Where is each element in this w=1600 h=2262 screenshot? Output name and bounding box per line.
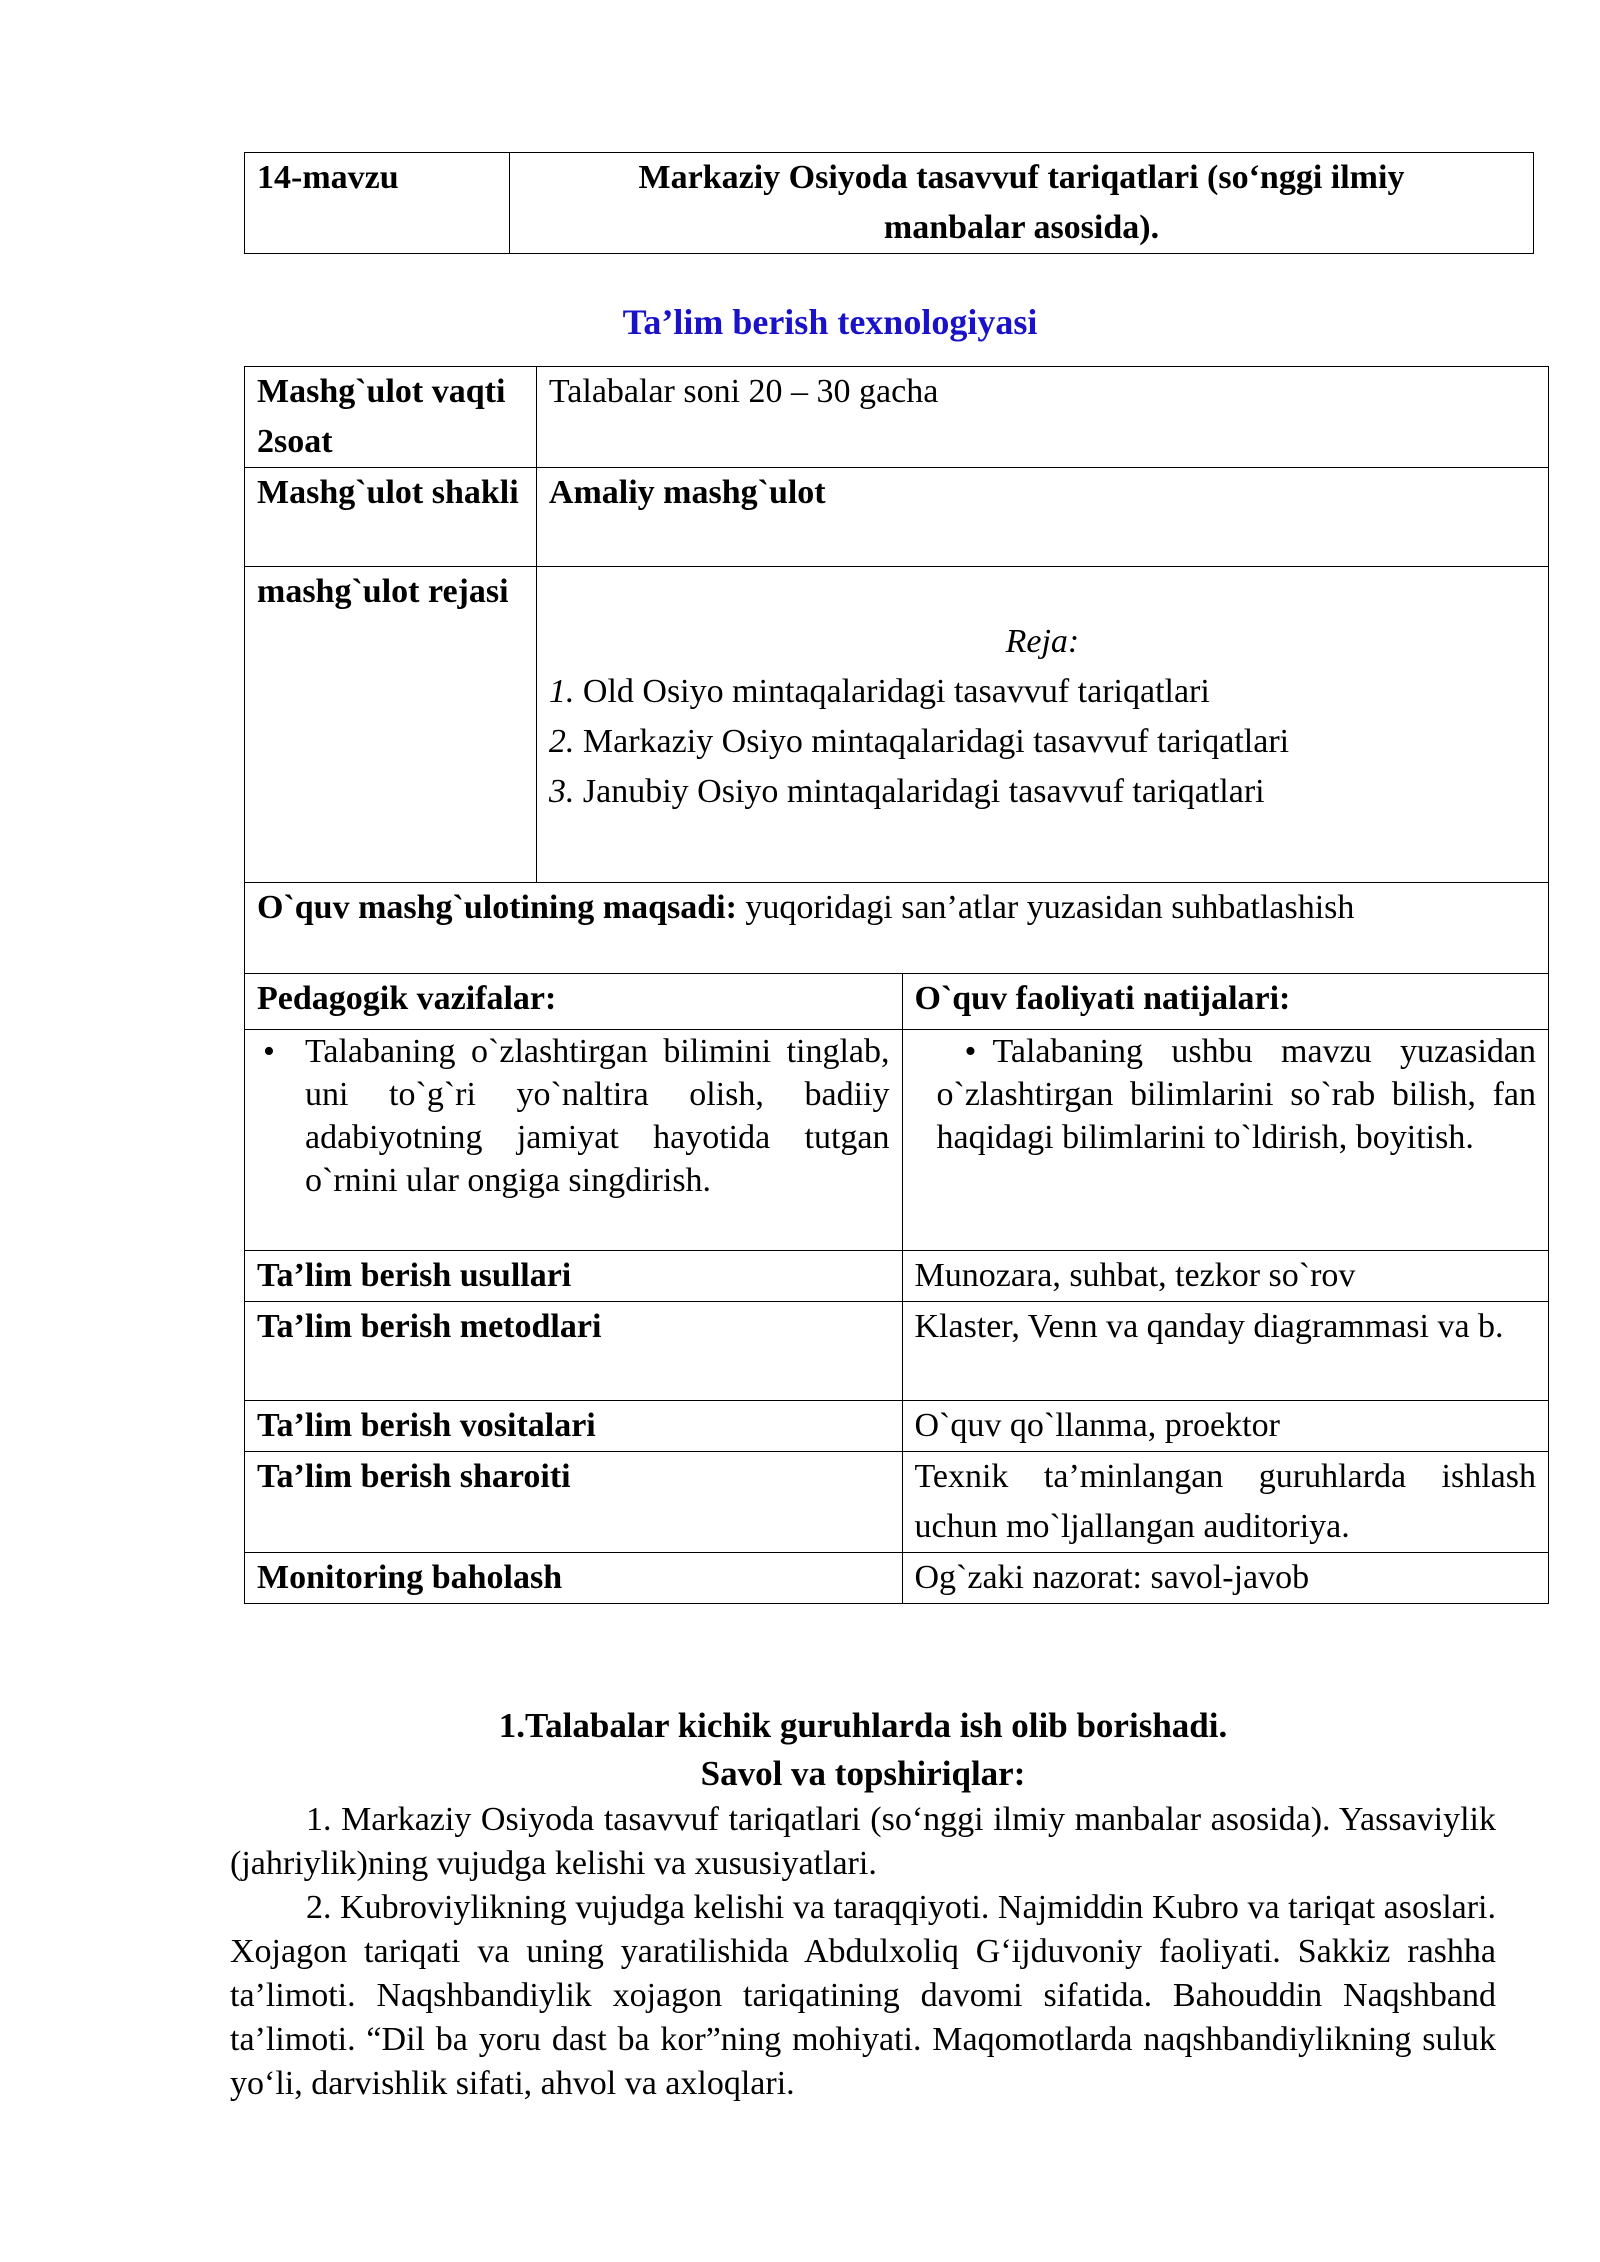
paragraph: 2. Kubroviylikning vujudga kelishi va taraqqiyoti. Najmiddin Kubro va tariqat asoslari. Xojagon tariqati va uning yaratilishida Abdulxoliq G‘ijduvoniy faoliyati. Sakkiz rashha ta’limoti. Naqshbandiylik xojagon tariqatining davomi sifatida. Bahouddin Naqshband ta’limoti. “Dil ba yoru dast ba kor”ning mohiyati. Maqomotlarda naqshbandiylikning suluk yo‘li, darvishlik sifati, ahvol va axloqlari.	[230, 1889, 1496, 2102]
plan-item-text: Old Osiyo mintaqalaridagi tasavvuf tariqatlari	[582, 673, 1210, 710]
plan-row	[245, 567, 1549, 883]
info-row	[245, 1452, 1549, 1553]
goal-value: yuqoridagi san’atlar yuzasidan suhbatlashish	[745, 889, 1355, 926]
pedagogical-tasks-cell	[245, 1030, 903, 1251]
lesson-technology-table	[244, 366, 1549, 1604]
plan-item	[549, 767, 1536, 817]
pedagogical-tasks-text: Talabaning o`zlashtirgan bilimini tinglab, uni to`g`ri yo`naltira olish, badiiy adabiyotning jamiyat hayotida tutgan o`rnini ular ongiga singdirish.	[305, 1033, 890, 1199]
bullet-icon: •	[964, 1033, 977, 1070]
time-value: Talabalar soni 20 – 30 gacha	[536, 367, 1548, 468]
plan-item-text: Janubiy Osiyo mintaqalaridagi tasavvuf tariqatlari	[582, 773, 1265, 810]
form-row	[245, 468, 1549, 567]
plan-item	[549, 667, 1536, 717]
info-row	[245, 1553, 1549, 1604]
form-value: Amaliy mashg`ulot	[536, 468, 1548, 567]
row-value: Klaster, Venn va qanday diagrammasi va b.	[902, 1302, 1549, 1401]
row-label: Ta’lim berish metodlari	[245, 1302, 903, 1401]
learning-results-cell	[902, 1030, 1549, 1251]
section-title: Ta’lim berish texnologiyasi	[622, 302, 1038, 342]
paragraph: 1. Markaziy Osiyoda tasavvuf tariqatlari (so‘nggi ilmiy manbalar asosida). Yassaviylik (jahriylik)ning vujudga kelishi va xususiyatlari.	[230, 1801, 1496, 1882]
pedagogical-tasks-header: Pedagogik vazifalar:	[245, 974, 903, 1030]
bullet-icon: •	[263, 1033, 275, 1070]
info-row	[245, 1401, 1549, 1452]
topic-table	[244, 152, 1534, 254]
row-label: Monitoring baholash	[245, 1553, 903, 1604]
section-heading: 1.Talabalar kichik guruhlarda ish olib borishadi.	[498, 1706, 1228, 1745]
time-label: Mashg`ulot vaqti 2soat	[245, 367, 537, 468]
goal-label: O`quv mashg`ulotining maqsadi:	[257, 889, 737, 926]
plan-item-text: Markaziy Osiyo mintaqalaridagi tasavvuf tariqatlari	[582, 723, 1290, 760]
tasks-row	[245, 1030, 1549, 1251]
topic-title: Markaziy Osiyoda tasavvuf tariqatlari (so‘nggi ilmiy manbalar asosida).	[510, 153, 1534, 254]
row-label: Ta’lim berish vositalari	[245, 1401, 903, 1452]
plan-item-number: 3.	[548, 773, 575, 810]
learning-results-header: O`quv faoliyati natijalari:	[902, 974, 1549, 1030]
goal-cell	[245, 883, 1549, 974]
goal-row	[245, 883, 1549, 974]
form-label: Mashg`ulot shakli	[245, 468, 537, 567]
plan-item	[549, 717, 1536, 767]
plan-title: Reja:	[1005, 623, 1080, 660]
row-value: Texnik ta’minlangan guruhlarda ishlash uchun mo`ljallangan auditoriya.	[902, 1452, 1549, 1553]
assignments-section	[230, 1702, 1496, 2106]
plan-cell	[536, 567, 1548, 883]
row-value: Og`zaki nazorat: savol-javob	[902, 1553, 1549, 1604]
tasks-header-row	[245, 974, 1549, 1030]
plan-item-number: 1.	[548, 673, 575, 710]
learning-results-text: Talabaning ushbu mavzu yuzasidan o`zlashtirgan bilimlarini so`rab bilish, fan haqidagi bilimlarini to`ldirish, boyitish.	[936, 1033, 1536, 1156]
info-row	[245, 1302, 1549, 1401]
plan-label: mashg`ulot rejasi	[245, 567, 537, 883]
time-row	[245, 367, 1549, 468]
row-label: Ta’lim berish sharoiti	[245, 1452, 903, 1553]
info-row	[245, 1251, 1549, 1302]
plan-item-number: 2.	[548, 723, 575, 760]
row-label: Ta’lim berish usullari	[245, 1251, 903, 1302]
row-value: Munozara, suhbat, tezkor so`rov	[902, 1251, 1549, 1302]
section-subheading: Savol va topshiriqlar:	[700, 1754, 1026, 1793]
topic-number: 14-mavzu	[245, 153, 510, 254]
row-value: O`quv qo`llanma, proektor	[902, 1401, 1549, 1452]
